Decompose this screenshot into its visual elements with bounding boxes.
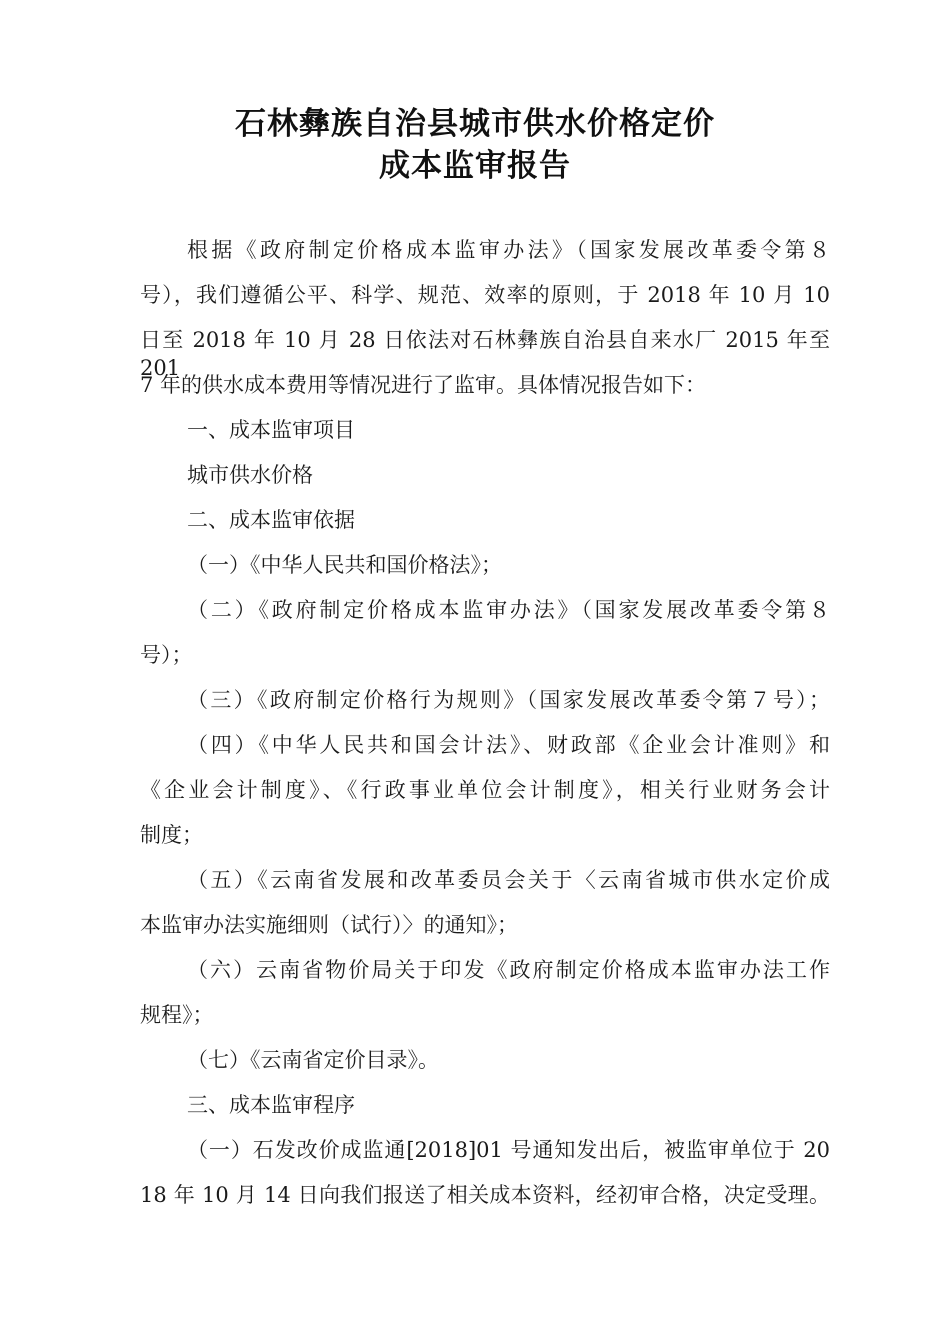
document-title-line-2: 成本监审报告 bbox=[379, 148, 571, 184]
procedure-1-line-1: （一）石发改价成监通[2018]01 号通知发出后，被监审单位于 20 bbox=[187, 1138, 830, 1162]
section-1-heading: 一、成本监审项目 bbox=[187, 418, 355, 442]
basis-2-line-1: （二）《政府制定价格成本监审办法》（国家发展改革委令第８ bbox=[187, 598, 830, 622]
document-title-line-1: 石林彝族自治县城市供水价格定价 bbox=[235, 106, 715, 142]
intro-line-3: 日至 2018 年 10 月 28 日依法对石林彝族自治县自来水厂 2015 年至 201 bbox=[140, 328, 830, 380]
basis-5-line-2: 本监审办法实施细则（试行）〉的通知》； bbox=[140, 913, 518, 937]
basis-5-line-1: （五）《云南省发展和改革委员会关于〈云南省城市供水定价成 bbox=[187, 868, 830, 892]
basis-4-line-2: 《企业会计制度》、《行政事业单位会计制度》，相关行业财务会计 bbox=[140, 778, 830, 802]
section-1-body: 城市供水价格 bbox=[187, 463, 313, 487]
basis-6-line-1: （六）云南省物价局关于印发《政府制定价格成本监审办法工作 bbox=[187, 958, 830, 982]
basis-1: （一）《中华人民共和国价格法》； bbox=[187, 553, 502, 577]
basis-7: （七）《云南省定价目录》。 bbox=[187, 1048, 439, 1072]
intro-line-1: 根据《政府制定价格成本监审办法》（国家发展改革委令第８ bbox=[187, 238, 830, 262]
basis-2-line-2: 号）； bbox=[140, 643, 193, 667]
basis-4-line-3: 制度； bbox=[140, 823, 203, 847]
procedure-1-line-2: 18 年 10 月 14 日向我们报送了相关成本资料，经初审合格，决定受理。 bbox=[140, 1183, 830, 1207]
section-2-heading: 二、成本监审依据 bbox=[187, 508, 355, 532]
basis-6-line-2: 规程》； bbox=[140, 1003, 214, 1027]
basis-3: （三）《政府制定价格行为规则》（国家发展改革委令第７号）； bbox=[187, 688, 830, 712]
intro-line-4: 7 年的供水成本费用等情况进行了监审。具体情况报告如下： bbox=[140, 373, 707, 397]
section-3-heading: 三、成本监审程序 bbox=[187, 1093, 355, 1117]
intro-line-2: 号），我们遵循公平、科学、规范、效率的原则，于 2018 年 10 月 10 bbox=[140, 283, 830, 307]
basis-4-line-1: （四）《中华人民共和国会计法》、财政部《企业会计准则》和 bbox=[187, 733, 830, 757]
